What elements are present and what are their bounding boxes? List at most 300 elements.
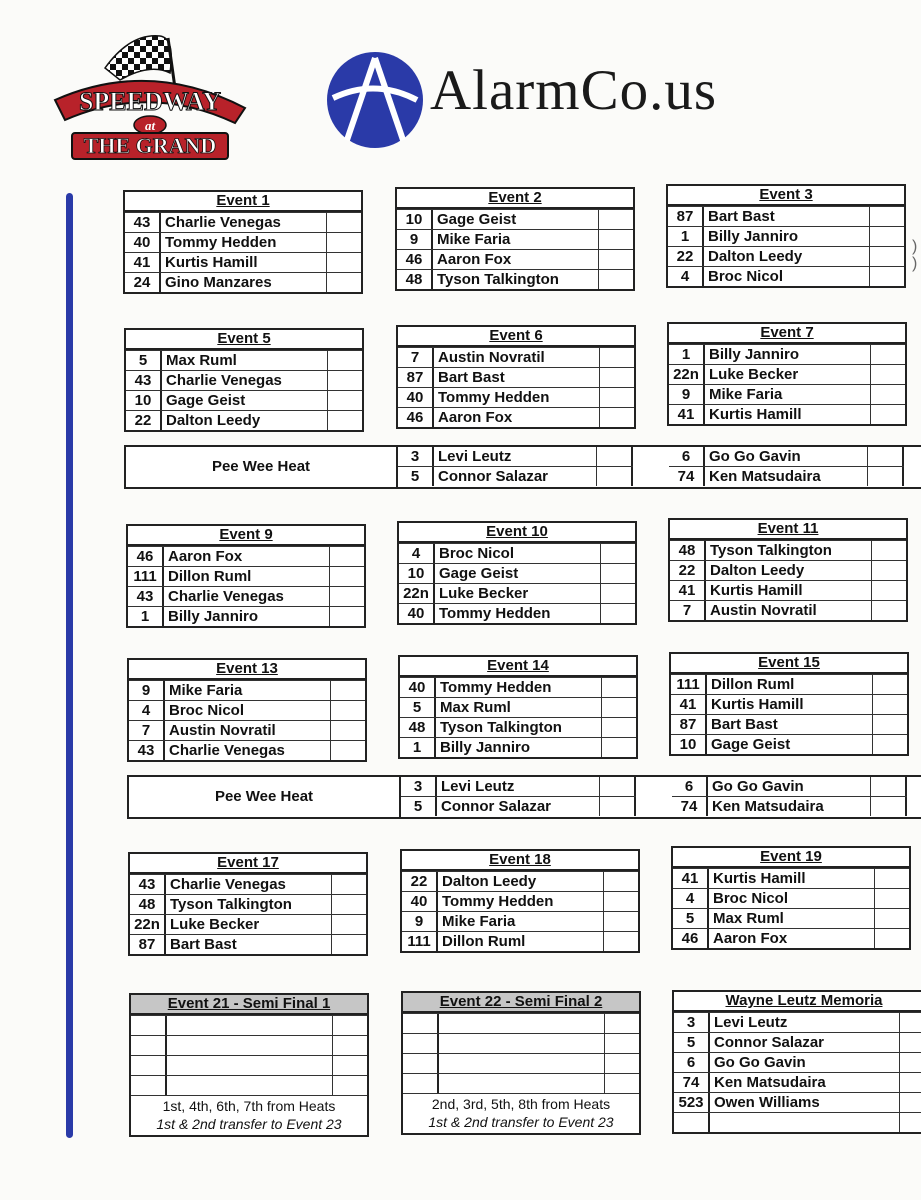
rider-row [399,583,635,603]
transfer-text: 1st & 2nd transfer to Event 23 [428,1114,614,1130]
rider-row [400,697,636,717]
rider-number: 74 [672,797,708,816]
pee-wee-heat-label: Pee Wee Heat [126,447,398,487]
rider-number: 3 [398,447,434,466]
result-cell [871,365,905,384]
rider-number: 7 [398,348,434,367]
event-title: Event 3 [668,186,904,206]
result-cell [602,738,636,757]
event-table [669,652,909,756]
result-cell [602,678,636,697]
event-table [672,990,921,1134]
rider-row [669,384,905,404]
rider-name: Charlie Venegas [165,741,331,760]
event-title: Event 18 [402,851,638,871]
result-cell [871,797,907,816]
result-cell [604,892,638,911]
result-cell [333,1016,367,1035]
rider-name [439,1074,605,1093]
result-cell [900,1053,921,1072]
rider-row [126,390,362,410]
event-table [666,184,906,288]
rider-number: 9 [669,385,705,404]
result-cell [868,467,904,486]
result-cell [331,721,365,740]
rider-number: 6 [669,447,705,466]
result-cell [900,1073,921,1092]
rider-number: 87 [668,207,704,226]
event-table [127,658,367,762]
rider-number: 43 [129,741,165,760]
event-table [401,991,641,1135]
rider-number: 22 [402,872,438,891]
rider-row [398,447,633,466]
result-cell [873,735,907,754]
speedway-at-the-grand-logo [50,28,250,163]
result-cell [605,1034,639,1053]
rider-name: Luke Becker [435,584,601,603]
result-cell [873,675,907,694]
rider-name: Charlie Venegas [162,371,328,390]
rider-name: Owen Williams [710,1093,900,1112]
rider-name: Billy Janniro [436,738,602,757]
rider-number: 41 [669,405,705,424]
result-cell [599,270,633,289]
rider-row [398,387,634,407]
rider-number: 74 [669,467,705,486]
result-cell [600,797,636,816]
result-cell [872,561,906,580]
rider-row [670,600,906,620]
rider-number: 43 [130,875,166,894]
rider-name: Max Ruml [709,909,875,928]
result-cell [871,405,905,424]
rider-row [129,680,365,700]
rider-name [167,1056,333,1075]
rider-number: 10 [397,210,433,229]
result-cell [330,587,364,606]
result-cell [873,695,907,714]
rider-number: 6 [672,777,708,796]
rider-number: 48 [670,541,706,560]
rider-name: Dalton Leedy [438,872,604,891]
result-cell [601,604,635,623]
rider-name: Charlie Venegas [161,213,327,232]
rider-name [439,1054,605,1073]
event-table [397,521,637,625]
result-cell [327,253,361,272]
rider-row [131,1035,367,1055]
result-cell [599,210,633,229]
rider-number: 40 [398,388,434,407]
rider-number: 41 [670,581,706,600]
event-title: Event 14 [400,657,636,677]
rider-row [671,694,907,714]
rider-row [401,796,636,816]
rider-row [128,546,364,566]
result-cell [327,273,361,292]
rider-row [670,560,906,580]
rider-name [167,1016,333,1035]
rider-number [403,1014,439,1033]
rider-number: 22n [669,365,705,384]
rider-row [403,1033,639,1053]
rider-number: 40 [125,233,161,252]
rider-number: 87 [398,368,434,387]
result-cell [601,564,635,583]
result-cell [872,581,906,600]
rider-number: 41 [125,253,161,272]
rider-name: Levi Leutz [437,777,600,796]
rider-name: Gage Geist [707,735,873,754]
svg-text:SPEEDWAY: SPEEDWAY [78,87,222,116]
rider-row [126,350,362,370]
rider-row [670,580,906,600]
event-title: Event 22 - Semi Final 2 [403,993,639,1013]
result-cell [332,935,366,954]
rider-row [397,249,633,269]
rider-number: 46 [397,250,433,269]
rider-row [669,466,904,486]
rider-number: 22 [670,561,706,580]
result-cell [875,909,909,928]
result-cell [599,250,633,269]
svg-text:THE GRAND: THE GRAND [83,133,217,158]
result-cell [875,869,909,888]
result-cell [332,895,366,914]
rider-number: 48 [130,895,166,914]
rider-name: Tommy Hedden [438,892,604,911]
pee-wee-riders [398,447,633,487]
rider-name: Max Ruml [162,351,328,370]
rider-row [130,934,366,954]
rider-row [129,740,365,760]
rider-row [398,466,633,486]
event-title: Event 13 [129,660,365,680]
rider-row [130,914,366,934]
result-cell [875,889,909,908]
rider-name [439,1034,605,1053]
rider-name: Dillon Ruml [438,932,604,951]
result-cell [330,607,364,626]
rider-number: 3 [674,1013,710,1032]
event-table [671,846,911,950]
transfer-text: 1st & 2nd transfer to Event 23 [156,1116,342,1132]
rider-number: 1 [400,738,436,757]
result-cell [331,701,365,720]
rider-number: 9 [397,230,433,249]
rider-name: Dalton Leedy [704,247,870,266]
rider-row [674,1092,921,1112]
result-cell [600,777,636,796]
result-cell [900,1093,921,1112]
result-cell [597,447,633,466]
rider-row [668,226,904,246]
rider-number [403,1054,439,1073]
rider-row [129,720,365,740]
rider-name: Kurtis Hamill [705,405,871,424]
rider-name: Austin Novratil [706,601,872,620]
rider-number: 48 [400,718,436,737]
rider-number: 5 [674,1033,710,1052]
rider-name: Gage Geist [433,210,599,229]
rider-name: Bart Bast [707,715,873,734]
event-table [126,524,366,628]
rider-number: 40 [400,678,436,697]
rider-name: Connor Salazar [434,467,597,486]
event-title: Event 6 [398,327,634,347]
rider-number: 46 [128,547,164,566]
rider-row [669,364,905,384]
rider-row [674,1032,921,1052]
rider-row [399,543,635,563]
pee-wee-riders [669,447,904,487]
rider-row [398,367,634,387]
rider-number: 5 [401,797,437,816]
rider-number: 523 [674,1093,710,1112]
rider-row [673,908,909,928]
event-table [400,849,640,953]
rider-number: 9 [129,681,165,700]
event-title: Event 10 [399,523,635,543]
rider-row [674,1052,921,1072]
rider-name: Tyson Talkington [166,895,332,914]
rider-name: Kurtis Hamill [161,253,327,272]
rider-row [402,911,638,931]
result-cell [872,601,906,620]
rider-name: Aaron Fox [709,929,875,948]
rider-name: Mike Faria [705,385,871,404]
rider-name: Dillon Ruml [164,567,330,586]
alarmco-emblem-icon [325,50,425,150]
rider-number: 1 [128,607,164,626]
result-cell [900,1013,921,1032]
rider-row [399,603,635,623]
result-cell [900,1113,921,1132]
rider-row [403,1073,639,1093]
result-cell [605,1054,639,1073]
rider-name: Go Go Gavin [710,1053,900,1072]
result-cell [600,388,634,407]
rider-row [126,410,362,430]
rider-number: 41 [671,695,707,714]
rider-row [131,1055,367,1075]
rider-number [131,1036,167,1055]
rider-number: 24 [125,273,161,292]
rider-row [397,229,633,249]
event-table [395,187,635,291]
rider-name: Tommy Hedden [161,233,327,252]
result-cell [602,698,636,717]
rider-name: Billy Janniro [704,227,870,246]
rider-name: Broc Nicol [704,267,870,286]
rider-row [674,1072,921,1092]
result-cell [871,385,905,404]
result-cell [600,368,634,387]
rider-row [673,928,909,948]
rider-number: 9 [402,912,438,931]
result-cell [605,1014,639,1033]
rider-number: 1 [669,345,705,364]
rider-row [125,272,361,292]
rider-row [402,931,638,951]
pee-wee-riders [672,777,907,817]
rider-name: Tyson Talkington [706,541,872,560]
rider-row [131,1015,367,1035]
rider-number: 22 [126,411,162,430]
rider-row [401,777,636,796]
rider-name: Billy Janniro [164,607,330,626]
rider-row [128,606,364,626]
rider-name: Go Go Gavin [708,777,871,796]
rider-number [403,1074,439,1093]
rider-number: 87 [671,715,707,734]
rider-number: 4 [129,701,165,720]
rider-row [397,209,633,229]
rider-row [125,212,361,232]
result-cell [328,391,362,410]
event-table [128,852,368,956]
rider-name: Mike Faria [438,912,604,931]
result-cell [330,567,364,586]
result-cell [872,541,906,560]
heat-qualifiers-text: 2nd, 3rd, 5th, 8th from Heats [431,1096,611,1112]
rider-name: Dillon Ruml [707,675,873,694]
rider-row [669,404,905,424]
rider-name: Connor Salazar [710,1033,900,1052]
rider-row [671,714,907,734]
rider-name: Mike Faria [165,681,331,700]
rider-name: Tommy Hedden [434,388,600,407]
rider-row [674,1012,921,1032]
rider-name: Broc Nicol [709,889,875,908]
rider-name: Tyson Talkington [433,270,599,289]
rider-name [710,1113,900,1132]
rider-name: Billy Janniro [705,345,871,364]
rider-name: Austin Novratil [434,348,600,367]
rider-row [125,232,361,252]
rider-number: 5 [398,467,434,486]
result-cell [605,1074,639,1093]
event-title: Event 19 [673,848,909,868]
rider-name: Aaron Fox [164,547,330,566]
rider-name: Ken Matsudaira [710,1073,900,1092]
pee-wee-riders [401,777,636,817]
rider-row [400,677,636,697]
transfer-note [403,1093,639,1133]
rider-row [668,206,904,226]
rider-name: Dalton Leedy [706,561,872,580]
result-cell [604,872,638,891]
event-title: Event 17 [130,854,366,874]
rider-number: 111 [128,567,164,586]
rider-number: 22n [130,915,166,934]
rider-row [669,447,904,466]
rider-name: Gino Manzares [161,273,327,292]
rider-row [673,888,909,908]
rider-number: 46 [398,408,434,427]
rider-row [402,871,638,891]
rider-name: Charlie Venegas [166,875,332,894]
rider-name: Kurtis Hamill [707,695,873,714]
result-cell [601,544,635,563]
rider-number: 5 [400,698,436,717]
result-cell [328,411,362,430]
rider-number: 46 [673,929,709,948]
svg-text:at: at [144,118,156,133]
rider-name: Aaron Fox [434,408,600,427]
result-cell [868,447,904,466]
rider-row [400,717,636,737]
rider-name: Bart Bast [434,368,600,387]
rider-number: 5 [126,351,162,370]
rider-number: 10 [126,391,162,410]
rider-number: 10 [399,564,435,583]
rider-row [131,1075,367,1095]
rider-number [131,1076,167,1095]
rider-name: Ken Matsudaira [705,467,868,486]
rider-row [402,891,638,911]
result-cell [871,345,905,364]
rider-name: Charlie Venegas [164,587,330,606]
rider-name: Go Go Gavin [705,447,868,466]
rider-row [398,407,634,427]
rider-number: 4 [673,889,709,908]
rider-number: 43 [125,213,161,232]
result-cell [900,1033,921,1052]
rider-number: 4 [668,267,704,286]
rider-name: Dalton Leedy [162,411,328,430]
rider-row [669,344,905,364]
result-cell [870,267,904,286]
rider-row [403,1013,639,1033]
event-title: Event 9 [128,526,364,546]
rider-row [670,540,906,560]
result-cell [328,351,362,370]
rider-name: Austin Novratil [165,721,331,740]
result-cell [600,348,634,367]
rider-number: 6 [674,1053,710,1072]
result-cell [331,681,365,700]
result-cell [332,915,366,934]
rider-number: 1 [668,227,704,246]
rider-number [131,1056,167,1075]
result-cell [875,929,909,948]
rider-name: Aaron Fox [433,250,599,269]
result-cell [870,227,904,246]
rider-row [672,796,907,816]
rider-name: Kurtis Hamill [709,869,875,888]
rider-row [668,246,904,266]
result-cell [600,408,634,427]
rider-number: 5 [673,909,709,928]
rider-number: 4 [399,544,435,563]
rider-row [397,269,633,289]
event-table [124,328,364,432]
event-title: Wayne Leutz Memoria [674,992,921,1012]
rider-row [672,777,907,796]
rider-name: Connor Salazar [437,797,600,816]
rider-row [128,566,364,586]
rider-name: Broc Nicol [165,701,331,720]
result-cell [870,207,904,226]
result-cell [328,371,362,390]
rider-row [673,868,909,888]
result-cell [332,875,366,894]
alarmco-logo [325,50,825,150]
rider-row [129,700,365,720]
rider-row [668,266,904,286]
